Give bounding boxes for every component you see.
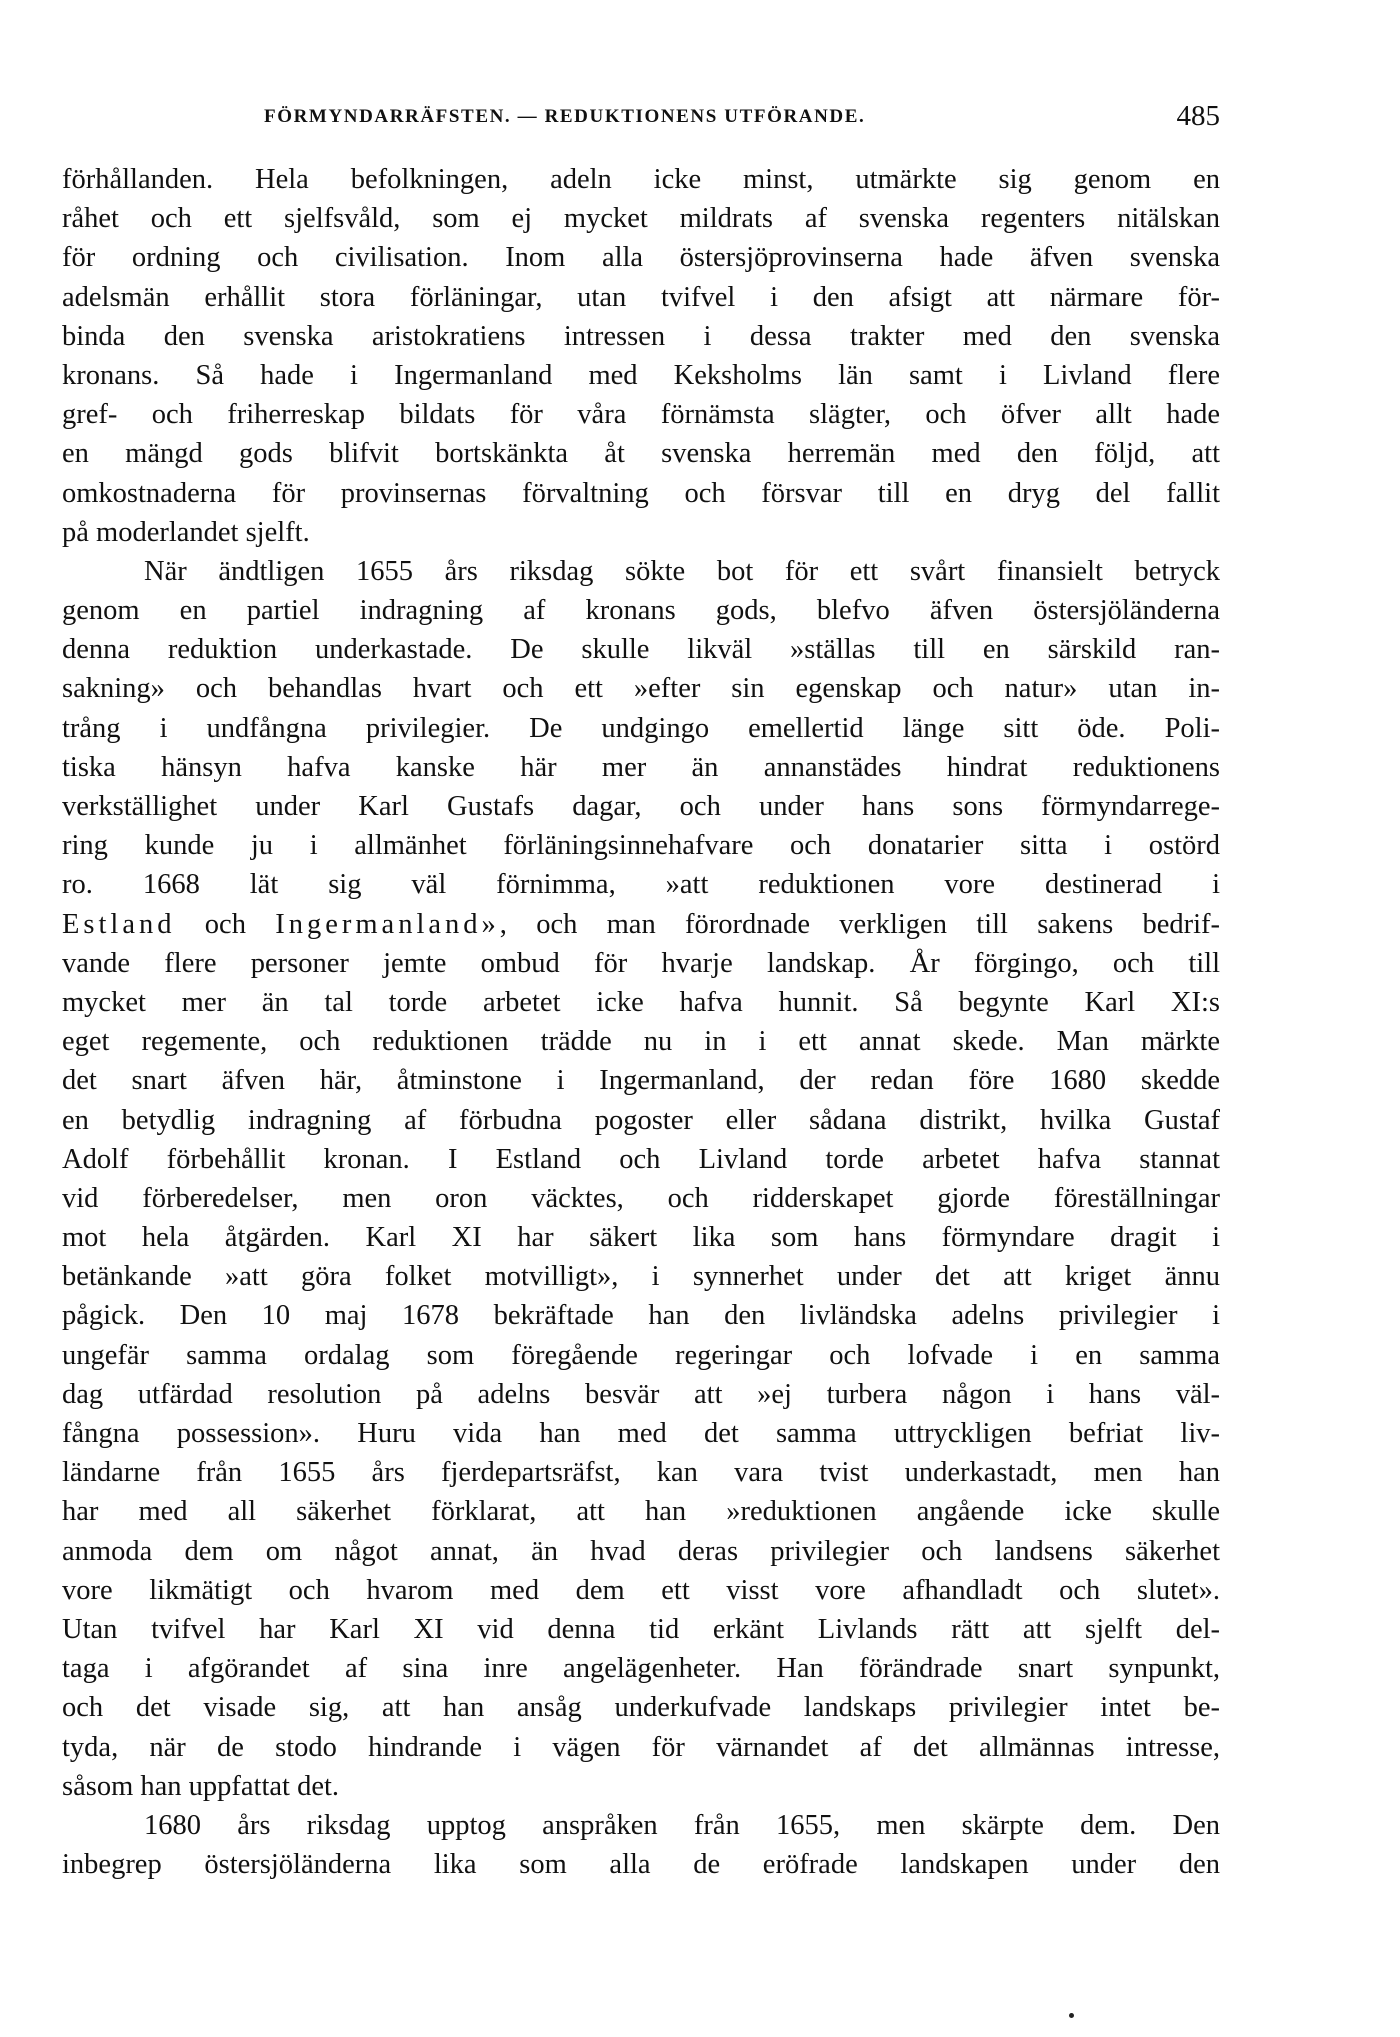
text-line: vid förberedelser, men oron väcktes, och ridderskapet gjorde föreställningar <box>62 1182 1220 1214</box>
text-line: tyda, när de stodo hindrande i vägen för värnandet af det allmännas intresse, <box>62 1731 1220 1763</box>
text-line: Utan tvifvel har Karl XI vid denna tid erkänt Livlands rätt att sjelft del- <box>62 1613 1220 1645</box>
print-speck <box>1069 2013 1074 2018</box>
text-segment: ro. 1668 lät sig väl förnimma, »att reduktionen vore destinerad i <box>62 869 1220 901</box>
text-line: verkställighet under Karl Gustafs dagar, och under hans sons förmyndarrege- <box>62 791 1220 822</box>
text-line: pågick. Den 10 maj 1678 bekräftade han den livländska adelns privilegier i <box>62 1300 1220 1332</box>
page-number: 485 <box>1176 100 1220 132</box>
text-line: ländarne från 1655 års fjerdepartsräfst, kan vara tvist underkastadt, men han <box>62 1457 1220 1489</box>
text-line-with-spaced-names <box>62 905 1220 944</box>
text-line: sakning» och behandlas hvart och ett »efter sin egenskap och natur» utan in- <box>62 673 1220 705</box>
text-line: inbegrep östersjöländerna lika som alla de eröfrade landskapen under den <box>62 1849 1220 1881</box>
text-line: mot hela åtgärden. Karl XI har säkert lika som hans förmyndare dragit i <box>62 1222 1220 1254</box>
text-line: förhållanden. Hela befolkningen, adeln icke minst, utmärkte sig genom en <box>62 164 1220 195</box>
text-line: ring kunde ju i allmänhet förläningsinnehafvare och donatarier sitta i ostörd <box>62 830 1220 862</box>
text-line: på moderlandet sjelft. <box>62 516 310 548</box>
text-line: för ordning och civilisation. Inom alla östersjöprovinserna hade äfven svenska <box>62 242 1220 274</box>
running-title: FÖRMYNDARRÄFSTEN. — REDUKTIONENS UTFÖRANDE. <box>264 106 866 127</box>
text-line: kronans. Så hade i Ingermanland med Keksholms län samt i Livland flere <box>62 359 1220 391</box>
text-line: omkostnaderna för provinsernas förvaltning och försvar till en dryg del fallit <box>62 477 1220 509</box>
text-line: dag utfärdad resolution på adelns besvär att »ej turbera någon i hans väl- <box>62 1378 1220 1410</box>
text-line: fångna possession». Huru vida han med det samma uttryckligen befriat liv- <box>62 1418 1220 1449</box>
text-line-with-spaced-name <box>62 865 1220 904</box>
text-line: tiska hänsyn hafva kanske här mer än annanstädes hindrat reduktionens <box>62 751 1220 783</box>
text-line: Adolf förbehållit kronan. I Estland och Livland torde arbetet hafva stannat <box>62 1143 1220 1175</box>
text-line: vande flere personer jemte ombud för hvarje landskap. År förgingo, och till <box>62 947 1220 979</box>
text-line: det snart äfven här, åtminstone i Ingermanland, der redan före 1680 skedde <box>62 1065 1220 1097</box>
spaced-place-name: Estland <box>62 908 176 940</box>
text-line: gref- och friherreskap bildats för våra förnämsta slägter, och öfver allt hade <box>62 399 1220 431</box>
spaced-place-name: Ingermanland» <box>275 908 500 940</box>
text-segment: och <box>204 908 246 940</box>
body-text <box>62 160 1220 1884</box>
text-line: trång i undfångna privilegier. De undgingo emellertid länge sitt öde. Poli- <box>62 712 1220 744</box>
text-segment: , och man förordnade verkligen till sakens bedrif- <box>499 908 1221 940</box>
running-head <box>62 100 1220 138</box>
text-line: en mängd gods blifvit bortskänkta åt svenska herremän med den följd, att <box>62 438 1220 470</box>
text-line: genom en partiel indragning af kronans gods, blefvo äfven östersjöländerna <box>62 595 1220 627</box>
text-line: taga i afgörandet af sina inre angelägenheter. Han förändrade snart synpunkt, <box>62 1653 1220 1685</box>
text-line: adelsmän erhållit stora förläningar, utan tvifvel i den afsigt att närmare för- <box>62 281 1220 313</box>
text-line: betänkande »att göra folket motvilligt», i synnerhet under det att kriget ännu <box>62 1261 1220 1293</box>
text-line: 1680 års riksdag upptog anspråken från 1655, men skärpte dem. Den <box>144 1809 1220 1841</box>
text-line: eget regemente, och reduktionen trädde nu in i ett annat skede. Man märkte <box>62 1026 1220 1058</box>
text-line: När ändtligen 1655 års riksdag sökte bot för ett svårt finansielt betryck <box>144 555 1220 587</box>
text-line: har med all säkerhet förklarat, att han »reduktionen angående icke skulle <box>62 1496 1220 1528</box>
text-line: och det visade sig, att han ansåg underkufvade landskaps privilegier intet be- <box>62 1692 1220 1724</box>
text-line: ungefär samma ordalag som föregående regeringar och lofvade i en samma <box>62 1339 1220 1371</box>
text-line: såsom han uppfattat det. <box>62 1770 340 1802</box>
text-line: mycket mer än tal torde arbetet icke hafva hunnit. Så begynte Karl XI:s <box>62 986 1220 1018</box>
text-line: en betydlig indragning af förbudna pogoster eller sådana distrikt, hvilka Gustaf <box>62 1104 1220 1136</box>
text-line: vore likmätigt och hvarom med dem ett visst vore afhandladt och slutet». <box>62 1574 1220 1606</box>
text-line: denna reduktion underkastade. De skulle likväl »ställas till en särskild ran- <box>62 634 1220 666</box>
text-line: binda den svenska aristokratiens intressen i dessa trakter med den svenska <box>62 320 1220 352</box>
text-line: anmoda dem om något annat, än hvad deras privilegier och landsens säkerhet <box>62 1535 1220 1567</box>
text-line: råhet och ett sjelfsvåld, som ej mycket mildrats af svenska regenters nitälskan <box>62 203 1220 235</box>
